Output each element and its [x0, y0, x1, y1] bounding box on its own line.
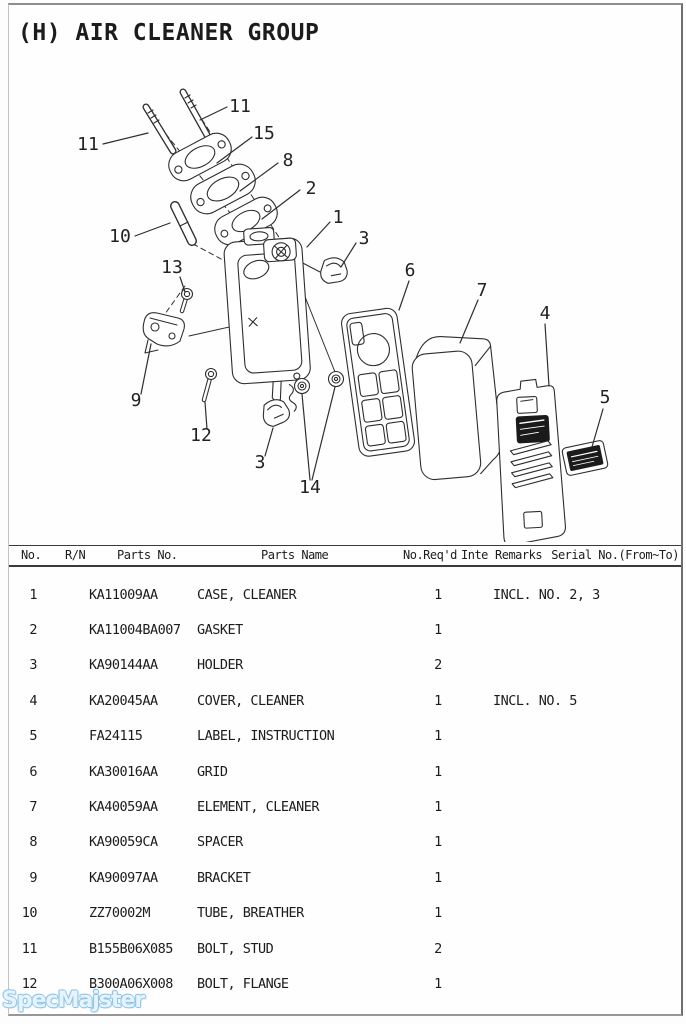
part-13-bolt: [182, 289, 193, 312]
table-row: [9, 966, 681, 1001]
cell-no: 5: [29, 728, 37, 745]
callout-8: 8: [282, 150, 294, 171]
page-title: (H) AIR CLEANER GROUP: [18, 20, 320, 46]
cell-parts-name: TUBE, BREATHER: [197, 905, 304, 922]
cell-parts-name: GASKET: [197, 622, 243, 639]
cell-no: 4: [29, 692, 37, 709]
table-header-bottom-rule: [9, 565, 681, 567]
part-7-element-cleaner: [410, 332, 504, 481]
table-row: [9, 860, 681, 895]
cell-parts-name: BRACKET: [197, 869, 251, 886]
cell-no: 7: [29, 799, 37, 816]
cell-no: 2: [29, 622, 37, 639]
part-6-grid: [340, 307, 415, 457]
cell-parts-no: KA90097AA: [89, 869, 158, 886]
table-row: [9, 896, 681, 931]
callout-4: 4: [539, 303, 551, 324]
table-row: [9, 648, 681, 683]
header-no: No.: [21, 548, 42, 562]
cell-parts-name: BOLT, STUD: [197, 940, 274, 957]
header-serial-no: Serial No.(From~To): [551, 548, 679, 562]
cell-remarks: INCL. NO. 2, 3: [493, 586, 600, 603]
cell-no: 9: [29, 869, 37, 886]
cell-no: 3: [29, 657, 37, 674]
cell-qty: 1: [434, 799, 442, 816]
cell-qty: 2: [434, 657, 442, 674]
cell-parts-no: B155B06X085: [89, 940, 173, 957]
cell-parts-no: FA24115: [89, 728, 143, 745]
cell-qty: 1: [434, 834, 442, 851]
cell-qty: 1: [434, 763, 442, 780]
table-row: [9, 719, 681, 754]
callout-14: 14: [299, 477, 321, 498]
callout-12: 12: [190, 425, 212, 446]
header-parts-no: Parts No.: [117, 548, 178, 562]
cell-parts-name: BOLT, FLANGE: [197, 975, 289, 992]
header-remarks: Remarks: [495, 548, 543, 562]
parts-table-body: [9, 577, 681, 1002]
callout-3-upper: 3: [358, 228, 370, 249]
table-row: [9, 577, 681, 612]
cell-no: 1: [29, 586, 37, 603]
cell-parts-name: ELEMENT, CLEANER: [197, 799, 320, 816]
callout-11-left: 11: [77, 134, 99, 155]
part-9-bracket: [143, 313, 184, 353]
cell-parts-name: COVER, CLEANER: [197, 692, 304, 709]
cell-no: 12: [21, 975, 37, 992]
cell-qty: 2: [434, 940, 442, 957]
table-row: [9, 754, 681, 789]
callout-2: 2: [305, 178, 317, 199]
part-5-label-instruction: [562, 440, 609, 476]
header-no-reqd: No.Req'd: [403, 548, 457, 562]
cell-qty: 1: [434, 869, 442, 886]
table-row: [9, 683, 681, 718]
cell-parts-no: KA20045AA: [89, 692, 158, 709]
cell-parts-no: ZZ70002M: [89, 905, 151, 922]
part-10-tube-breather: [175, 206, 192, 241]
exploded-diagram: [0, 60, 686, 542]
callout-1: 1: [332, 207, 344, 228]
cell-qty: 1: [434, 586, 442, 603]
cell-remarks: INCL. NO. 5: [493, 692, 577, 709]
callout-13: 13: [161, 257, 183, 278]
cell-parts-name: HOLDER: [197, 657, 243, 674]
callout-10: 10: [109, 226, 131, 247]
header-inte: Inte: [461, 548, 488, 562]
cell-qty: 1: [434, 728, 442, 745]
cell-parts-no: KA11009AA: [89, 586, 158, 603]
header-rn: R/N: [65, 548, 86, 562]
cell-no: 10: [21, 905, 37, 922]
cell-qty: 1: [434, 975, 442, 992]
part-4-cover-cleaner: [496, 378, 567, 542]
cell-no: 8: [29, 834, 37, 851]
table-row: [9, 931, 681, 966]
cell-parts-name: LABEL, INSTRUCTION: [197, 728, 335, 745]
callout-11-right: 11: [229, 96, 251, 117]
callout-6: 6: [404, 260, 416, 281]
callout-7: 7: [476, 280, 488, 301]
table-row: [9, 789, 681, 824]
cell-no: 6: [29, 763, 37, 780]
table-row: [9, 612, 681, 647]
cell-parts-no: KA11004BA007: [89, 622, 181, 639]
cell-parts-no: KA90144AA: [89, 657, 158, 674]
cell-parts-no: B300A06X008: [89, 975, 173, 992]
cell-parts-name: CASE, CLEANER: [197, 586, 297, 603]
cell-qty: 1: [434, 905, 442, 922]
table-header-top-rule: [9, 545, 681, 546]
header-parts-name: Parts Name: [261, 548, 329, 562]
callout-5: 5: [599, 387, 611, 408]
cell-qty: 1: [434, 692, 442, 709]
callout-3-lower: 3: [254, 452, 266, 473]
watermark: SpecMajster: [2, 988, 145, 1013]
cell-parts-name: GRID: [197, 763, 228, 780]
cell-no: 11: [21, 940, 37, 957]
callout-15: 15: [253, 123, 275, 144]
parts-table-header: [9, 547, 681, 565]
cell-parts-name: SPACER: [197, 834, 243, 851]
cell-parts-no: KA40059AA: [89, 799, 158, 816]
table-row: [9, 825, 681, 860]
cell-qty: 1: [434, 622, 442, 639]
part-12-bolt-flange: [204, 369, 217, 401]
cell-parts-no: KA90059CA: [89, 834, 158, 851]
part-3-holder-lower: [262, 398, 291, 427]
cell-parts-no: KA30016AA: [89, 763, 158, 780]
callout-9: 9: [130, 390, 142, 411]
